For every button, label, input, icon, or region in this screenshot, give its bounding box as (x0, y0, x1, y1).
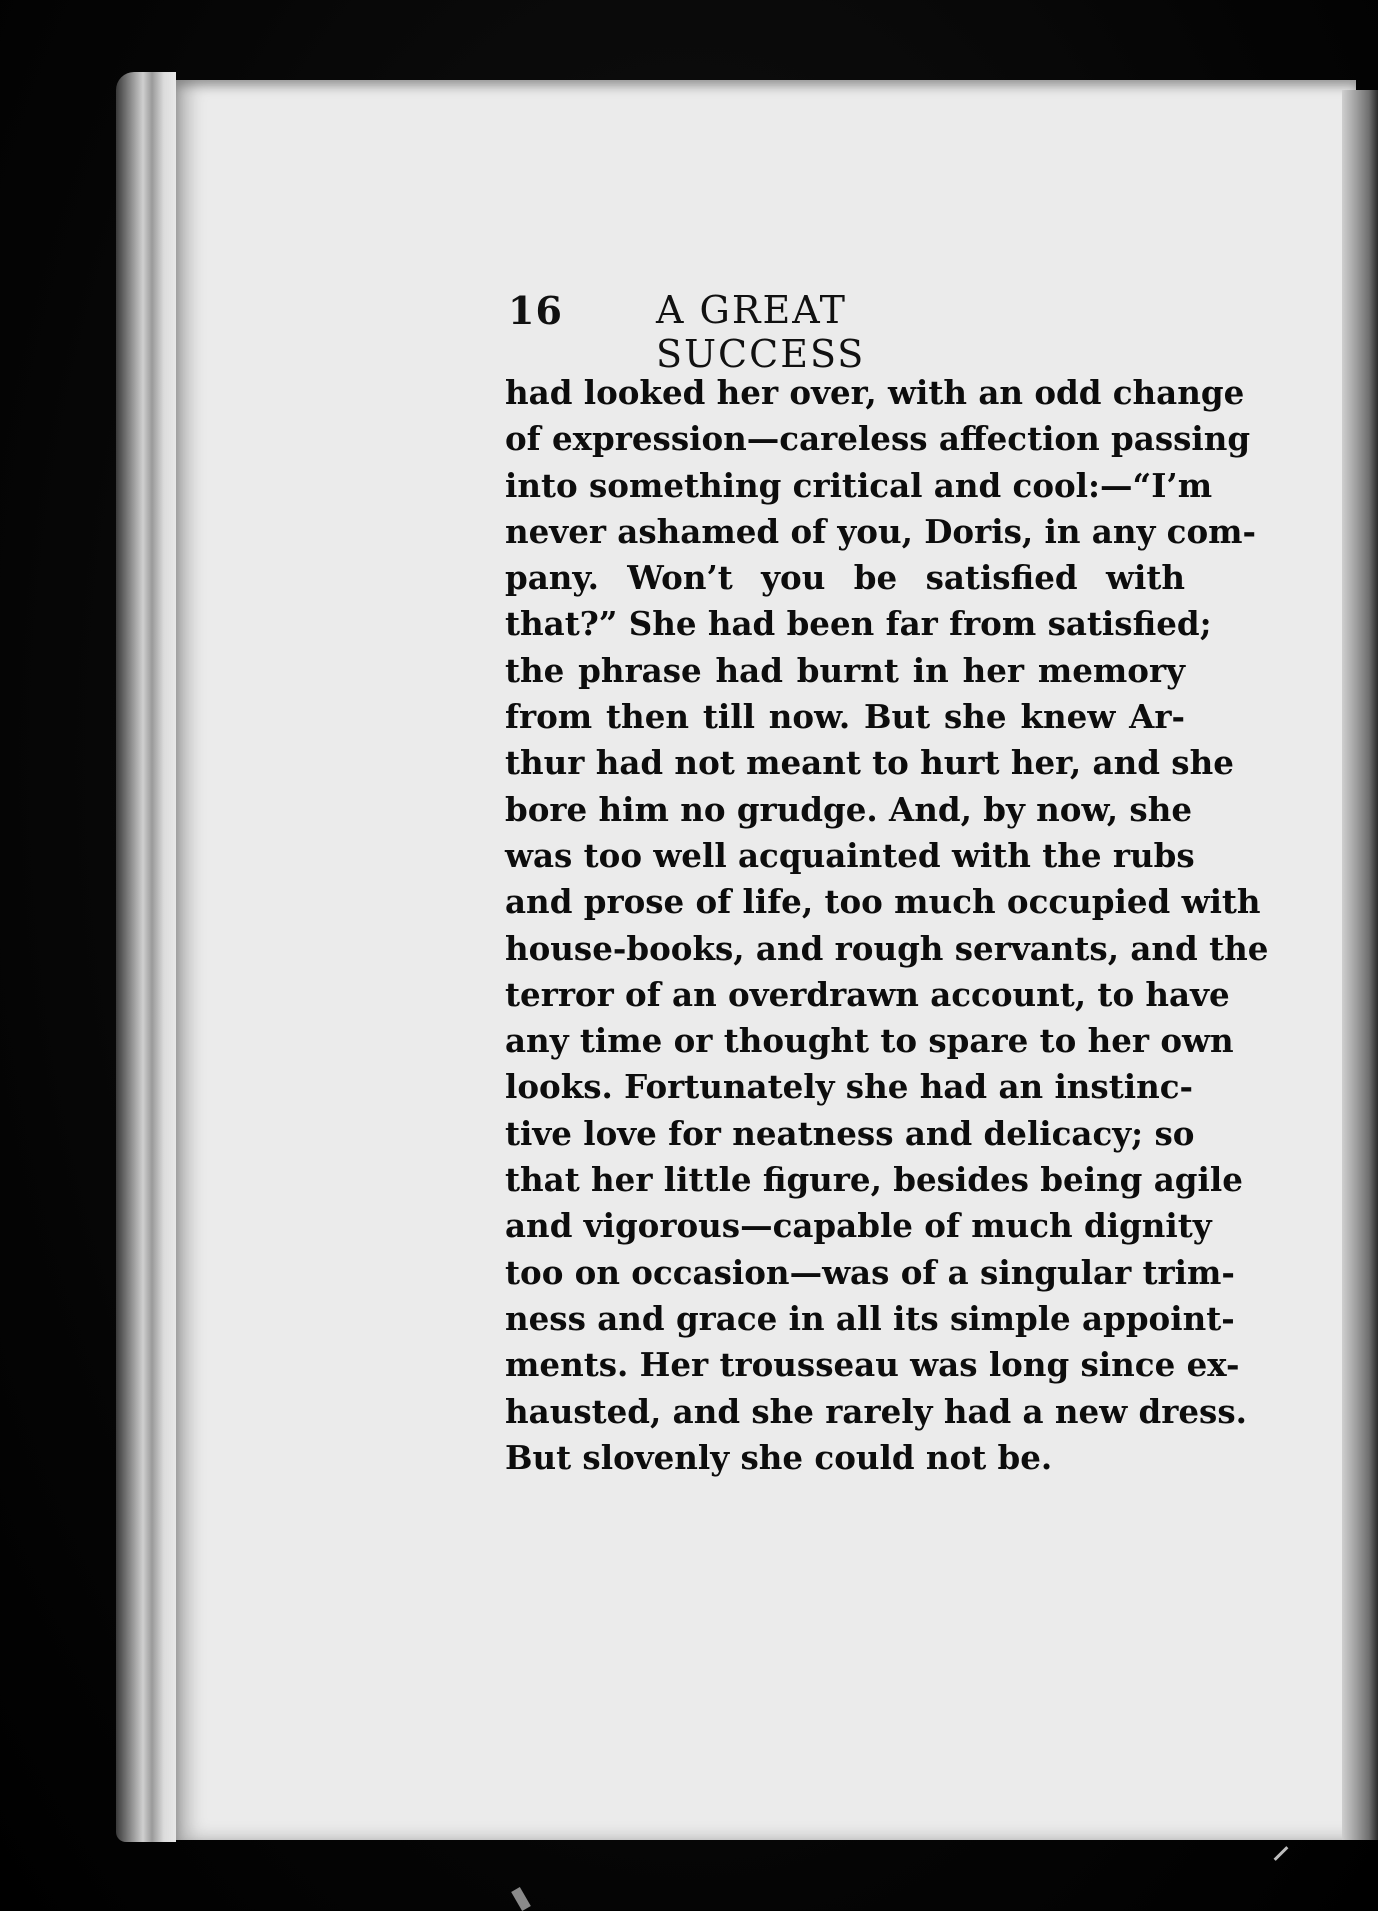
text-line: never ashamed of you, Doris, in any com- (505, 511, 1257, 551)
text-line: and prose of life, too much occupied with (505, 882, 1261, 922)
text-line: that?” She had been far from satisfied; (505, 604, 1212, 644)
text-line: looks. Fortunately she had an instinc- (505, 1067, 1193, 1107)
scan-artifact (1274, 1846, 1289, 1861)
text-line: pany. Won’t you be satisfied with (505, 558, 1185, 598)
running-title: A GREAT SUCCESS (656, 288, 866, 376)
text-line: But slovenly she could not be. (505, 1437, 1053, 1477)
text-line: the phrase had burnt in her memory (505, 650, 1185, 690)
text-line: house-books, and rough servants, and the (505, 928, 1269, 968)
text-line: had looked her over, with an odd change (505, 373, 1245, 412)
text-line: tive love for neatness and delicacy; so (505, 1113, 1195, 1153)
text-line: thur had not meant to hurt her, and she (505, 743, 1234, 783)
text-line: that her little figure, besides being agile (505, 1160, 1243, 1200)
text-line: bore him no grudge. And, by now, she (505, 789, 1193, 829)
body-text (505, 370, 1269, 1481)
scan-artifact (511, 1887, 531, 1911)
page-edges (116, 72, 176, 1842)
text-line: ments. Her trousseau was long since ex- (505, 1345, 1240, 1385)
facing-page-edge (1342, 90, 1378, 1840)
page-header (508, 288, 1048, 376)
text-line: too on occasion—was of a singular trim- (505, 1252, 1235, 1292)
text-line: any time or thought to spare to her own (505, 1021, 1234, 1061)
page-number: 16 (508, 288, 563, 333)
text-line: ness and grace in all its simple appoint- (505, 1298, 1235, 1338)
text-line: and vigorous—capable of much dignity (505, 1206, 1212, 1246)
text-line: hausted, and she rarely had a new dress. (505, 1391, 1247, 1431)
text-line: into something critical and cool:—“I’m (505, 465, 1213, 505)
text-line: of expression—careless affection passing (505, 419, 1251, 459)
text-line: was too well acquainted with the rubs (505, 835, 1195, 875)
text-line: terror of an overdrawn account, to have (505, 974, 1230, 1014)
text-line: from then till now. But she knew Ar- (505, 697, 1185, 737)
